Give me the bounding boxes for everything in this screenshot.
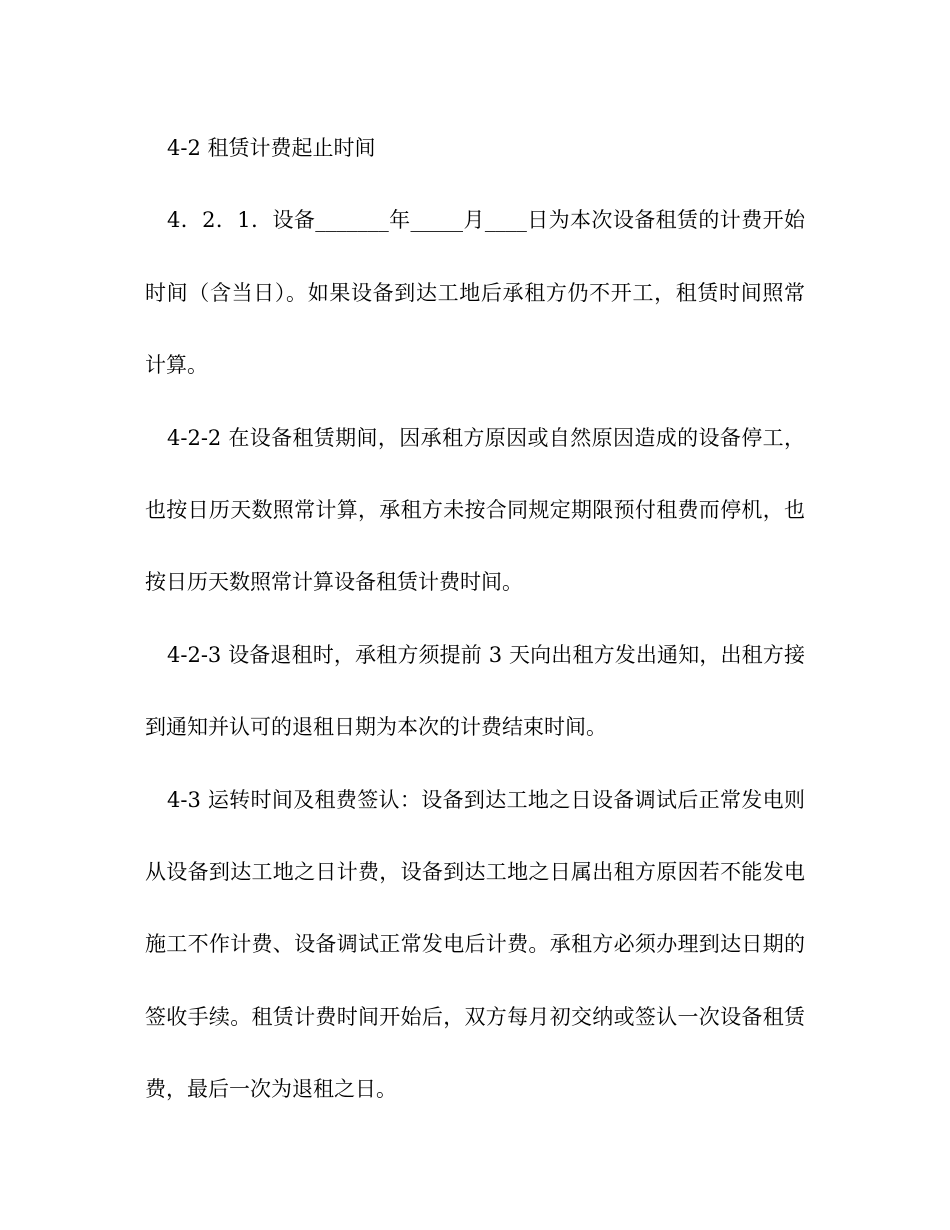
document-body [145, 112, 805, 1126]
section-heading-4-2: 4-2 租赁计费起止时间 [167, 136, 376, 160]
paragraph-4-2-3: 4-2-3 设备退租时，承租方须提前 3 天向出租方发出通知，出租方接到通知并认可的退租日期为本次的计费结束时间。 [145, 642, 805, 740]
paragraph-4-3: 4-3 运转时间及租费签认：设备到达工地之日设备调试后正常发电则从设备到达工地之日计费，设备到达工地之日属出租方原因若不能发电施工不作计费、设备调试正常发电后计费。承租方必须办理到达日期的签收手续。租赁计费时间开始后，双方每月初交纳或签认一次设备租赁费，最后一次为退租之日。 [145, 787, 805, 1102]
paragraph-4-2-1: 4．2．1．设备_______年_____月____日为本次设备租赁的计费开始时间（含当日）。如果设备到达工地后承租方仍不开工，租赁时间照常计算。 [145, 208, 805, 378]
paragraph-4-2-2: 4-2-2 在设备租赁期间，因承租方原因或自然原因造成的设备停工，也按日历天数照常计算，承租方未按合同规定期限预付租费而停机，也按日历天数照常计算设备租赁计费时间。 [145, 425, 805, 595]
